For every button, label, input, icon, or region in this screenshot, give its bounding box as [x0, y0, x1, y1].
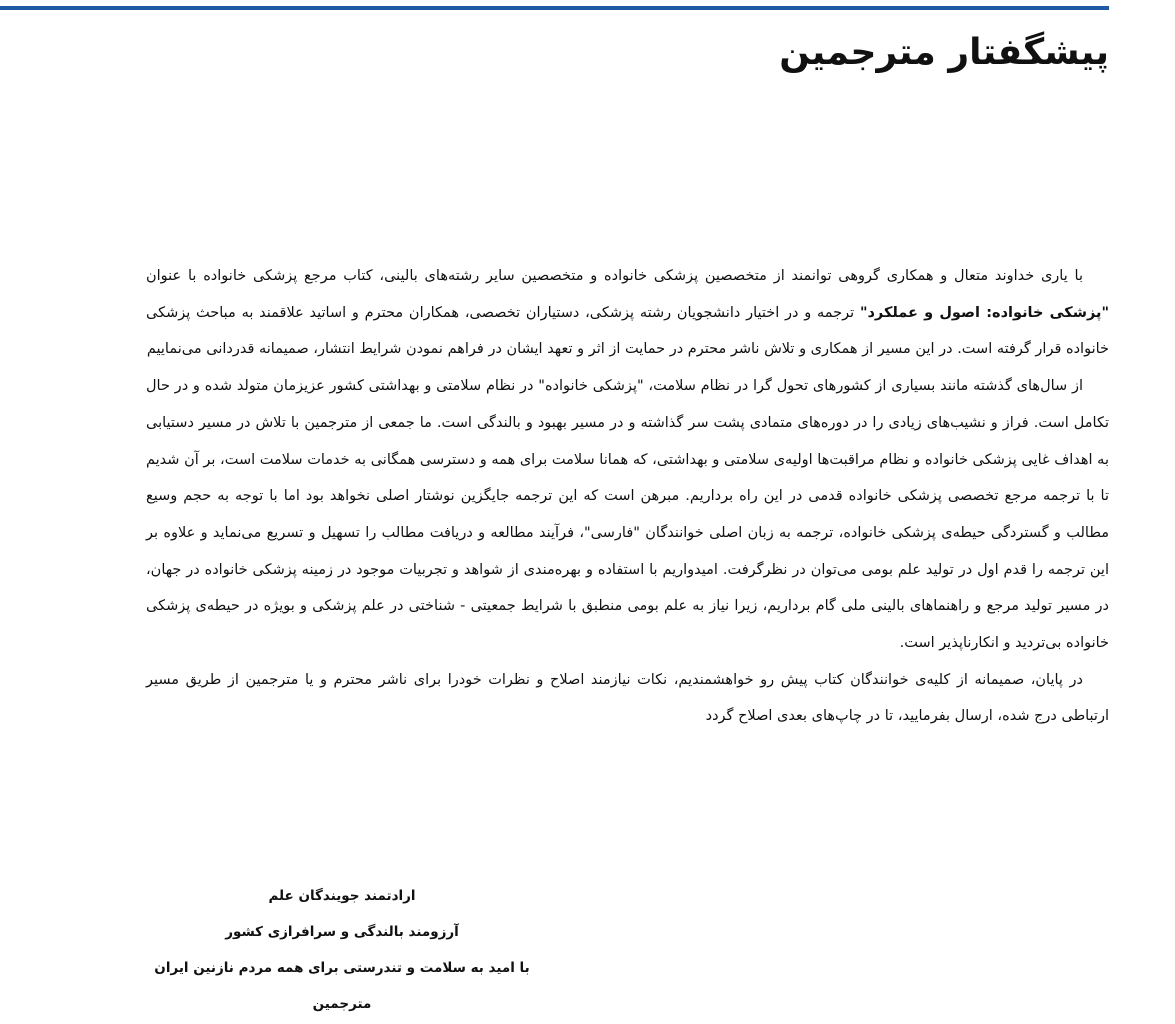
paragraph-history: از سال‌های گذشته مانند بسیاری از کشورهای تحول گرا در نظام سلامت، "پزشکی خانواده" در نظام سلامتی و بهداشتی کشور عزیزمان متولد شده و در حال تکامل است. فراز و نشیب‌های زیادی را در دوره‌های متمادی پشت سر گذاشته و در مسیر بهبود و بالندگی است. ما جمعی از مترجمین با تلاش در مسیر دستیابی به اهداف غایی پزشکی خانواده و نظام مراقبت‌ها اولیه‌ی سلامتی و بهداشتی، که همانا سلامت برای همه و دسترسی همگانی به خدمات سلامت است، بر آن شدیم تا با ترجمه مرجع تخصصی پزشکی خانواده قدمی در این راه برداریم. مبرهن است که این ترجمه جایگزین نوشتار اصلی نخواهد بود اما با توجه به حجم وسیع مطالب و گستردگی حیطه‌ی پزشکی خانواده، ترجمه به زبان اصلی خوانندگان "فارسی"، فرآیند مطالعه و دریافت مطالب را تسهیل و تسریع می‌نماید و علاوه بر این ترجمه را قدم اول در تولید علم بومی می‌توان در نظرگرفت. امیدواریم با استفاده و بهره‌مندی از شواهد و تجربیات موجود در زمینه پزشکی خانواده در جهان، در مسیر تولید مرجع و راهنماهای بالینی ملی گام برداریم، زیرا نیاز به علم بومی منطبق با شرایط جمعیتی - شناختی در علم پزشکی و بویژه در حیطه‌ی پزشکی خانواده بی‌تردید و انکارناپذیر است. [146, 378, 1109, 652]
book-title: "پزشکی خانواده: اصول و عملکرد" [859, 304, 1109, 321]
signature-block [152, 878, 532, 1022]
paragraph-intro-before: با یاری خداوند متعال و همکاری گروهی توانمند از متخصصین پزشکی خانواده و متخصصین سایر رشته‌های بالینی، کتاب مرجع پزشکی خانواده با عنوان [146, 268, 1083, 284]
signature-line: با امید به سلامت و تندرستی برای همه مردم نازنین ایران [154, 960, 530, 976]
top-accent-rule [0, 6, 1109, 10]
paragraph-intro-after: ترجمه و در اختیار دانشجویان رشته پزشکی، دستیاران تخصصی، همکاران محترم و اساتید علاقمند به مباحث پزشکی خانواده قرار گرفته است. در این مسیر از همکاری و تلاش ناشر محترم در حمایت از اثر و تعهد ایشان در فراهم نمودن شرایط انتشار، صمیمانه قدردانی می‌نماییم [146, 304, 1109, 358]
preface-body [146, 258, 1109, 735]
signature-line: ارادتمند جویندگان علم [268, 888, 416, 904]
signature-translators: مترجمین [312, 996, 372, 1012]
page-title: پیشگفتار مترجمین [779, 32, 1109, 73]
signature-line: آرزومند بالندگی و سرافرازی کشور [225, 924, 459, 940]
paragraph-intro [146, 258, 1109, 368]
paragraph-closing: در پایان، صمیمانه از کلیه‌ی خوانندگان کتاب پیش رو خواهشمندیم، نکات نیازمند اصلاح و نظرات خودرا برای ناشر محترم و یا مترجمین از طریق مسیر ارتباطی درج شده، ارسال بفرمایید، تا در چاپ‌های بعدی اصلاح گردد [146, 671, 1109, 725]
